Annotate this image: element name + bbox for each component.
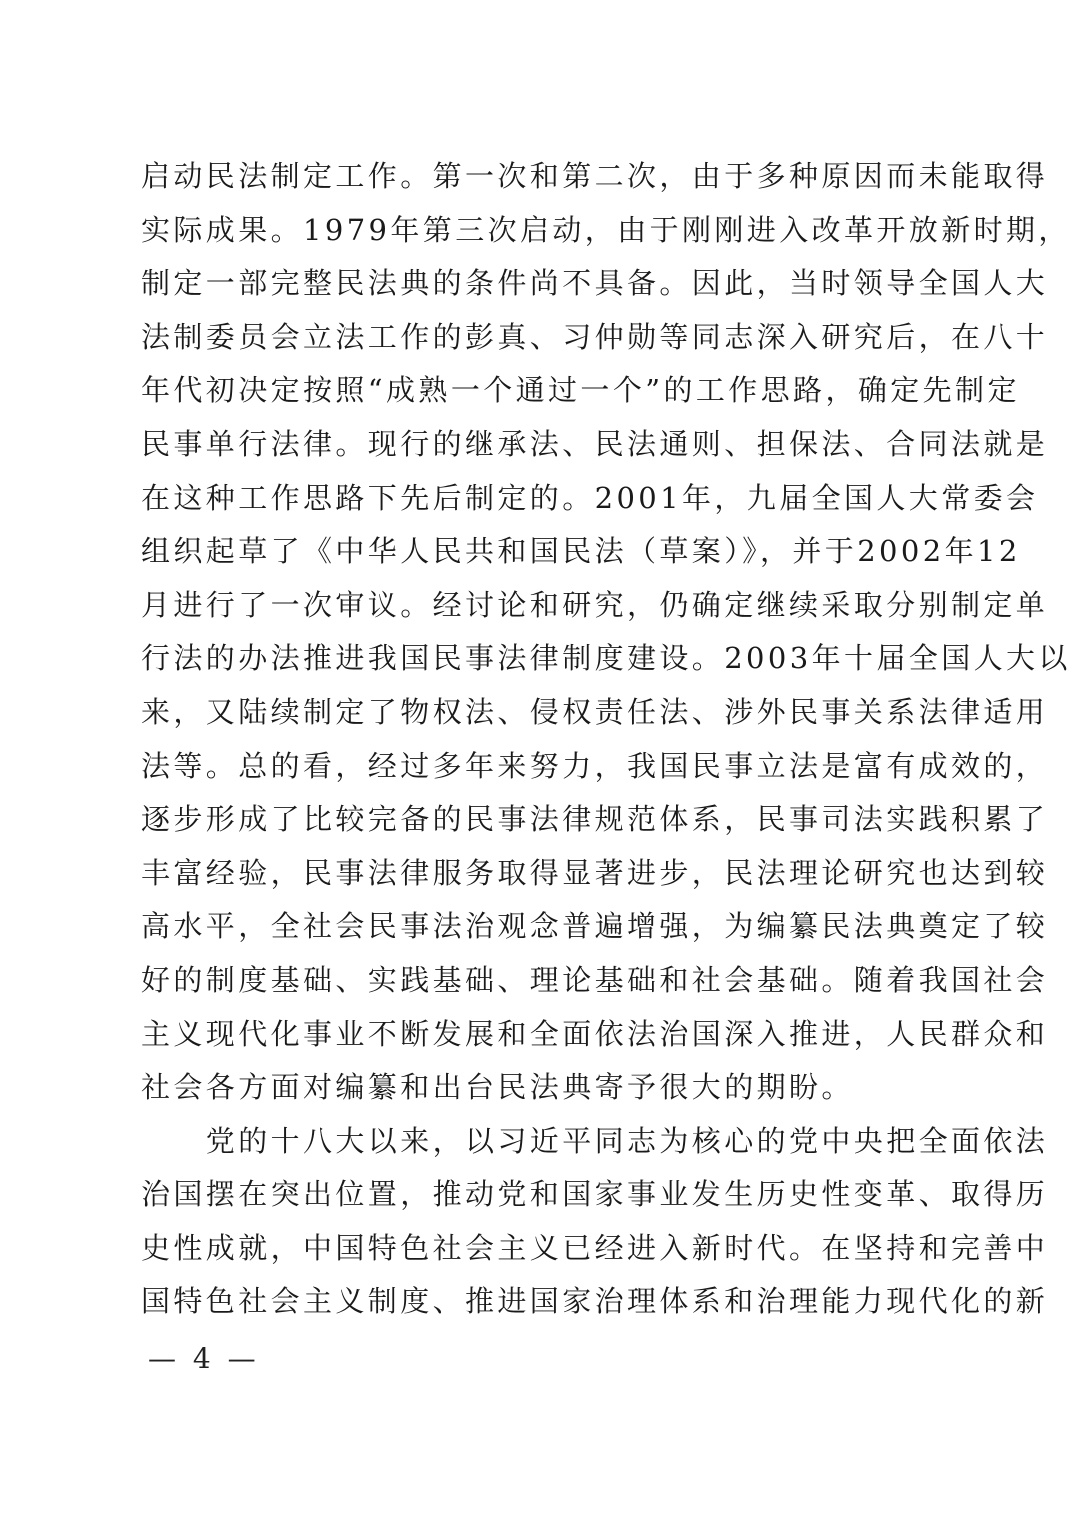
text-line: 月进行了一次审议。经讨论和研究，仍确定继续采取分别制定单 xyxy=(141,587,1049,622)
text-line: 高水平，全社会民事法治观念普遍增强，为编纂民法典奠定了较 xyxy=(141,909,1049,944)
body-text xyxy=(141,150,1071,1329)
text-line: 国特色社会主义制度、推进国家治理体系和治理能力现代化的新 xyxy=(141,1284,1049,1319)
text-line: 法制委员会立法工作的彭真、习仲勋等同志深入研究后，在八十 xyxy=(141,319,1049,354)
text-line: 逐步形成了比较完备的民事法律规范体系，民事司法实践积累了 xyxy=(141,802,1049,837)
text-line: 启动民法制定工作。第一次和第二次，由于多种原因而未能取得 xyxy=(141,159,1049,193)
text-line: 史性成就，中国特色社会主义已经进入新时代。在坚持和完善中 xyxy=(141,1230,1049,1265)
text-line: 制定一部完整民法典的条件尚不具备。因此，当时领导全国人大 xyxy=(141,266,1049,301)
text-line: 在这种工作思路下先后制定的。2001年，九届全国人大常委会 xyxy=(141,480,1039,515)
text-line: 民事单行法律。现行的继承法、民法通则、担保法、合同法就是 xyxy=(141,426,1049,461)
paragraph-start-line: 党的十八大以来，以习近平同志为核心的党中央把全面依法 xyxy=(141,1123,1049,1158)
text-line: 法等。总的看，经过多年来努力，我国民事立法是富有成效的， xyxy=(141,748,1049,783)
text-line: 主义现代化事业不断发展和全面依法治国深入推进，人民群众和 xyxy=(141,1016,1049,1051)
text-line: 治国摆在突出位置，推动党和国家事业发生历史性变革、取得历 xyxy=(141,1177,1049,1212)
text-line: 社会各方面对编纂和出台民法典寄予很大的期盼。 xyxy=(141,1070,854,1105)
page-number: — 4 — xyxy=(148,1342,260,1375)
text-line: 丰富经验，民事法律服务取得显著进步，民法理论研究也达到较 xyxy=(141,855,1049,890)
text-line: 年代初决定按照“成熟一个通过一个”的工作思路，确定先制定 xyxy=(141,373,1020,408)
text-line: 来，又陆续制定了物权法、侵权责任法、涉外民事关系法律适用 xyxy=(141,694,1049,729)
text-line: 好的制度基础、实践基础、理论基础和社会基础。随着我国社会 xyxy=(141,962,1049,997)
text-line: 实际成果。1979年第三次启动，由于刚刚进入改革开放新时期， xyxy=(141,212,1071,247)
text-line: 行法的办法推进我国民事法律制度建设。2003年十届全国人大以 xyxy=(141,641,1071,676)
text-line: 组织起草了《中华人民共和国民法（草案）》，并于2002年12 xyxy=(141,534,1021,569)
